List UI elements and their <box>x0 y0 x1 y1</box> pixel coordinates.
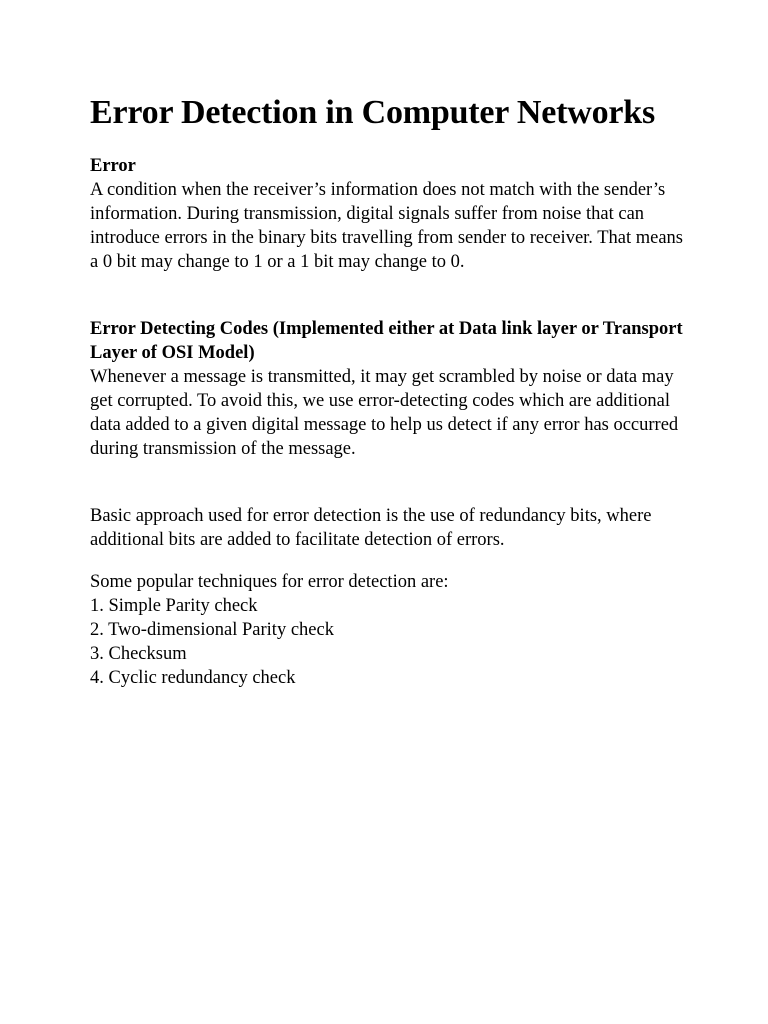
technique-item: 1. Simple Parity check <box>90 596 258 616</box>
section-error-detecting-codes <box>90 317 690 461</box>
technique-item: 4. Cyclic redundancy check <box>90 668 296 688</box>
section-codes-heading: Error Detecting Codes (Implemented either at Data link layer or Transport Layer of OSI Model) <box>90 319 683 363</box>
section-error-heading: Error <box>90 156 136 176</box>
section-techniques-intro: Some popular techniques for error detection are: <box>90 572 449 592</box>
technique-item: 2. Two-dimensional Parity check <box>90 620 334 640</box>
section-basic-approach <box>90 504 690 552</box>
document-title: Error Detection in Computer Networks <box>90 94 656 131</box>
techniques-list <box>90 594 690 690</box>
section-codes-body: Whenever a message is transmitted, it may get scrambled by noise or data may get corrupted. To avoid this, we use error-detecting codes which are additional data added to a given digital message to help us detect if any error has occurred during transmission of the message. <box>90 367 679 459</box>
section-error <box>90 154 690 274</box>
document-content <box>90 92 690 690</box>
section-techniques <box>90 570 690 690</box>
technique-item: 3. Checksum <box>90 644 187 664</box>
section-error-body: A condition when the receiver’s information does not match with the sender’s information. During transmission, digital signals suffer from noise that can introduce errors in the binary bits travelling from sender to receiver. That means a 0 bit may change to 1 or a 1 bit may change to 0. <box>90 180 684 272</box>
section-basic-body: Basic approach used for error detection is the use of redundancy bits, where additional bits are added to facilitate detection of errors. <box>90 506 652 550</box>
